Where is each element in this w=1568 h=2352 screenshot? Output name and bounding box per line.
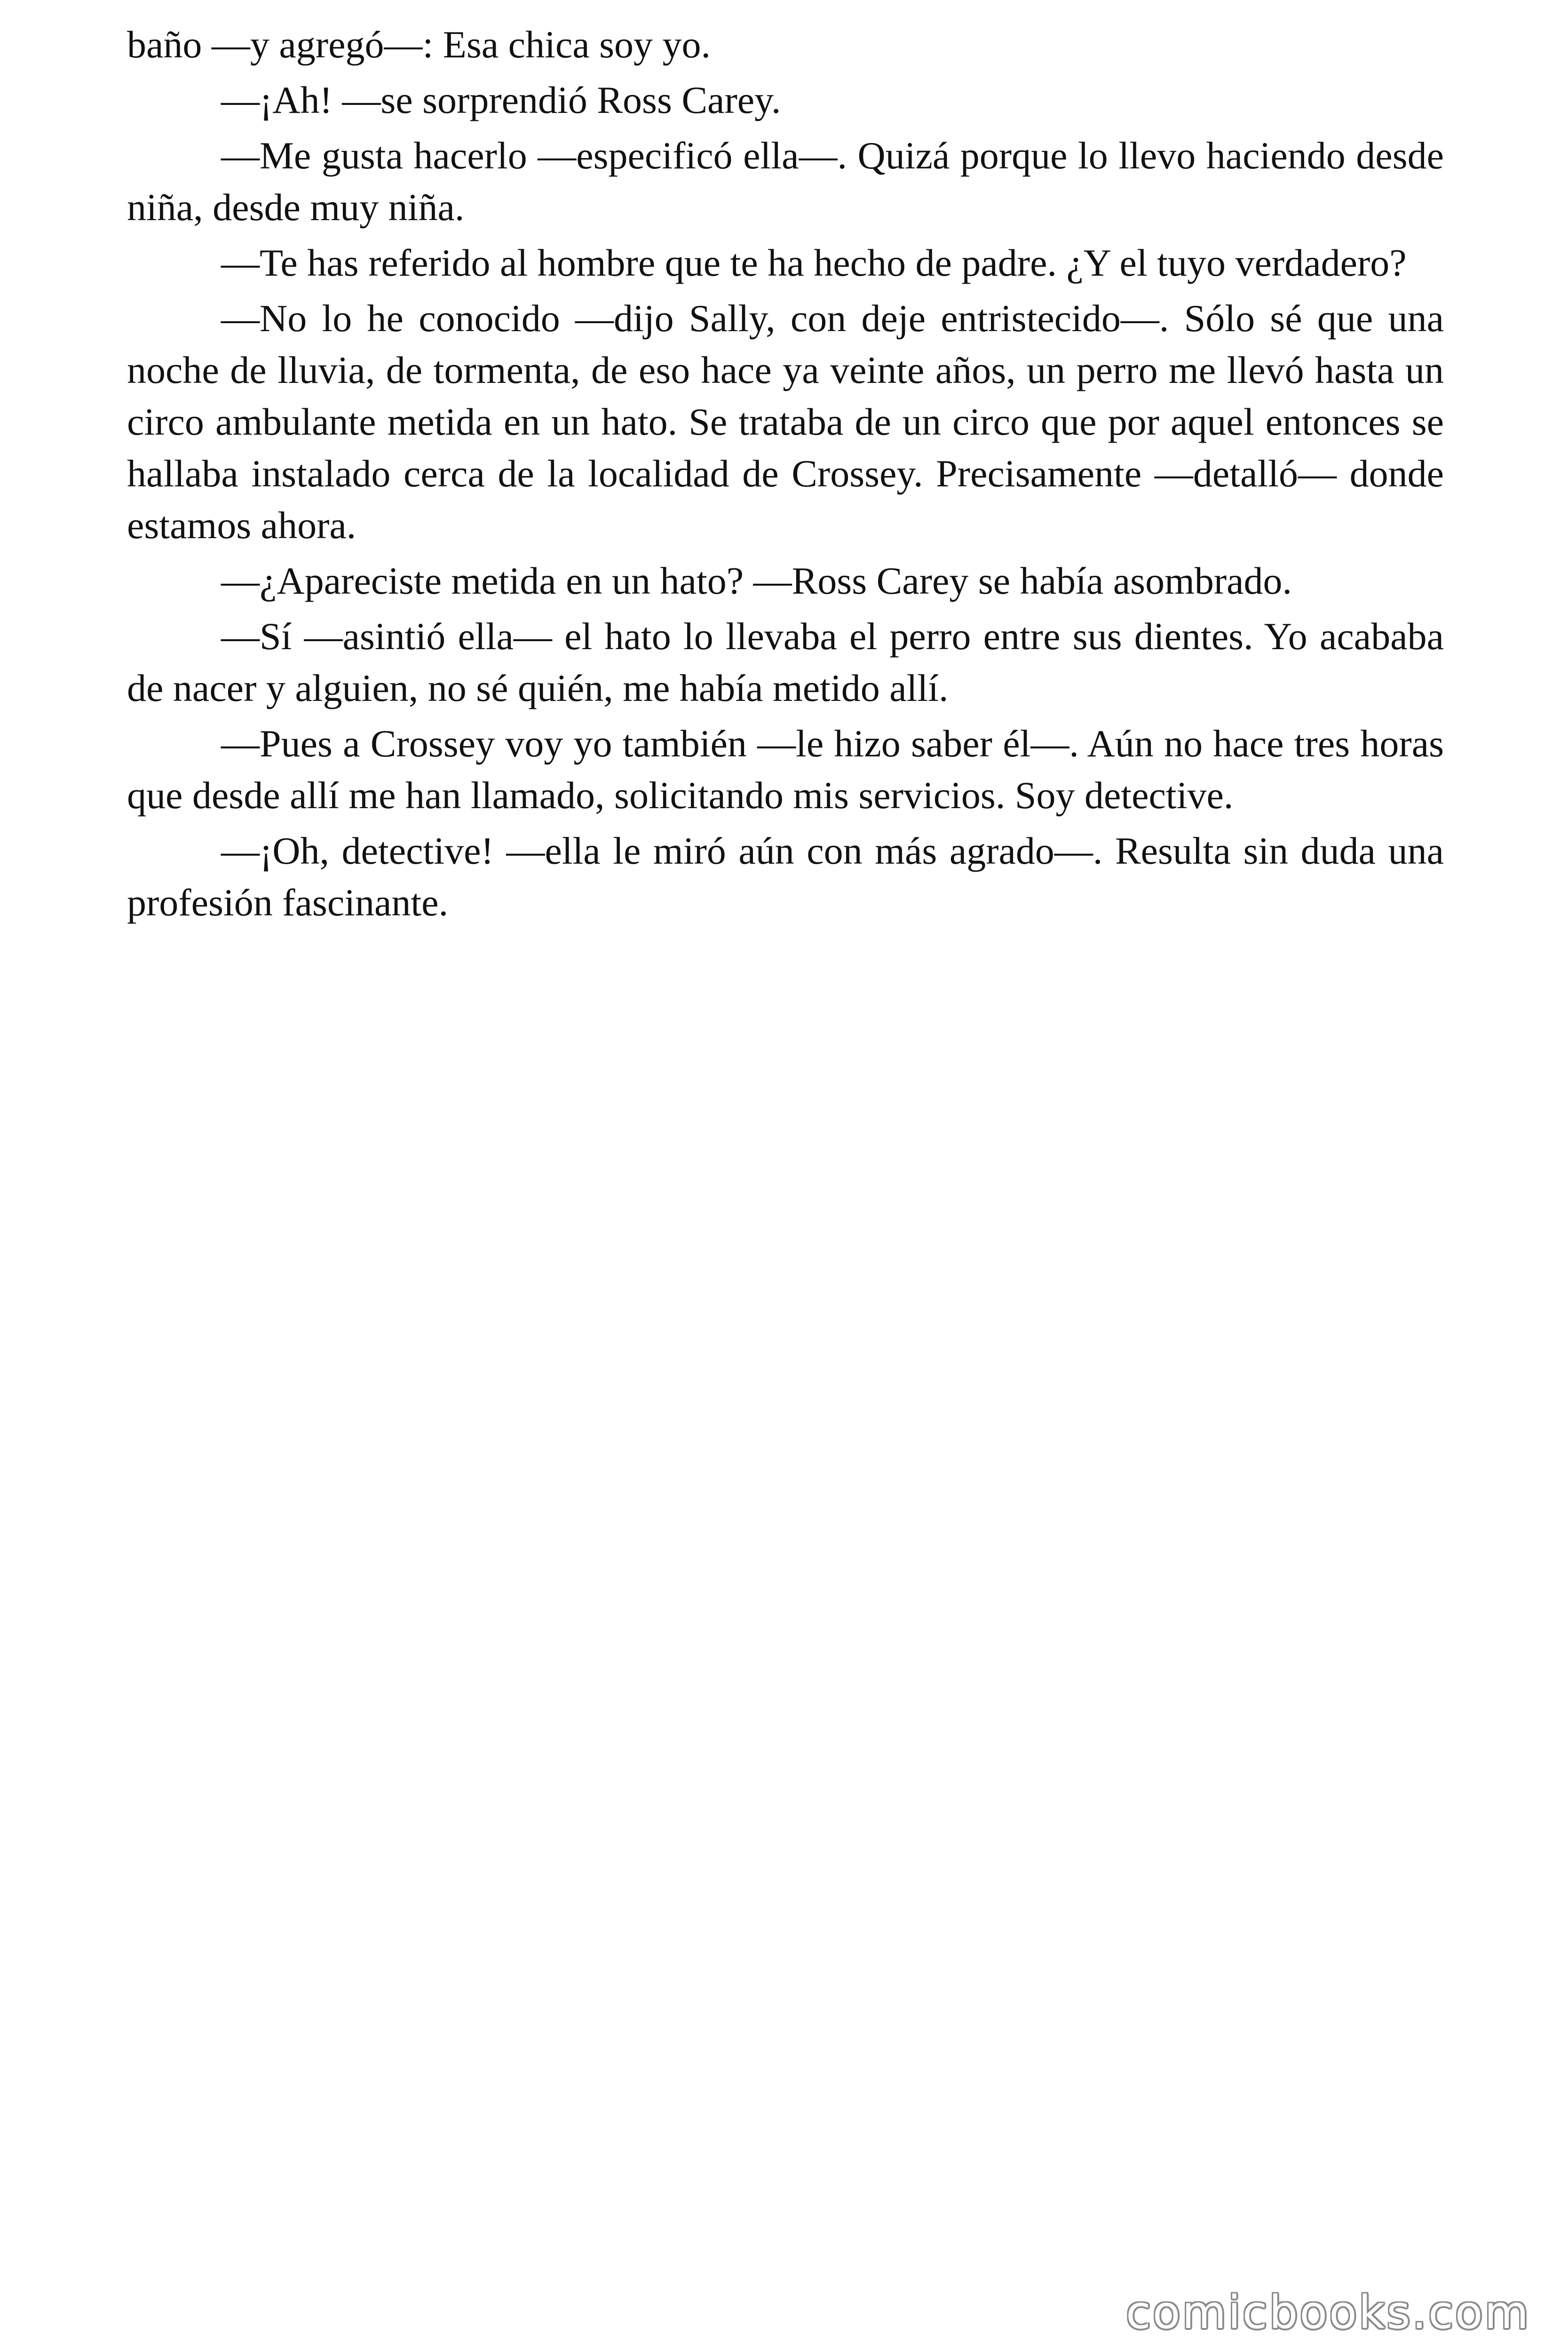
paragraph: —Sí —asintió ella— el hato lo llevaba el perro entre sus dientes. Yo acababa de nacer y alguien, no sé quién, me había metido allí. [127,615,1444,709]
paragraph: —¡Oh, detective! —ella le miró aún con más agrado—. Resulta sin duda una profesión fascinante. [127,829,1444,924]
paragraph: baño —y agregó—: Esa chica soy yo. [127,23,711,66]
paragraph: —Te has referido al hombre que te ha hecho de padre. ¿Y el tuyo verdadero? [221,241,1407,284]
paragraph: —No lo he conocido —dijo Sally, con deje entristecido—. Sólo sé que una noche de lluvia, de tormenta, de eso hace ya veinte años, un perro me llevó hasta un circo ambulante metida en un hato. Se trataba de un circo que por aquel entonces se hallaba instalado cerca de la localidad de Crossey. Precisamente —detalló— donde estamos ahora. [127,297,1444,547]
watermark: comicbooks.com [1125,2286,1530,2339]
paragraph: —Pues a Crossey voy yo también —le hizo saber él—. Aún no hace tres horas que desde allí me han llamado, solicitando mis servicios. Soy detective. [127,722,1444,817]
paragraph: —¡Ah! —se sorprendió Ross Carey. [221,79,781,121]
paragraph: —Me gusta hacerlo —especificó ella—. Quizá porque lo llevo haciendo desde niña, desde muy niña. [127,134,1444,229]
paragraph: —¿Apareciste metida en un hato? —Ross Carey se había asombrado. [221,559,1292,602]
body-text [127,19,1444,932]
